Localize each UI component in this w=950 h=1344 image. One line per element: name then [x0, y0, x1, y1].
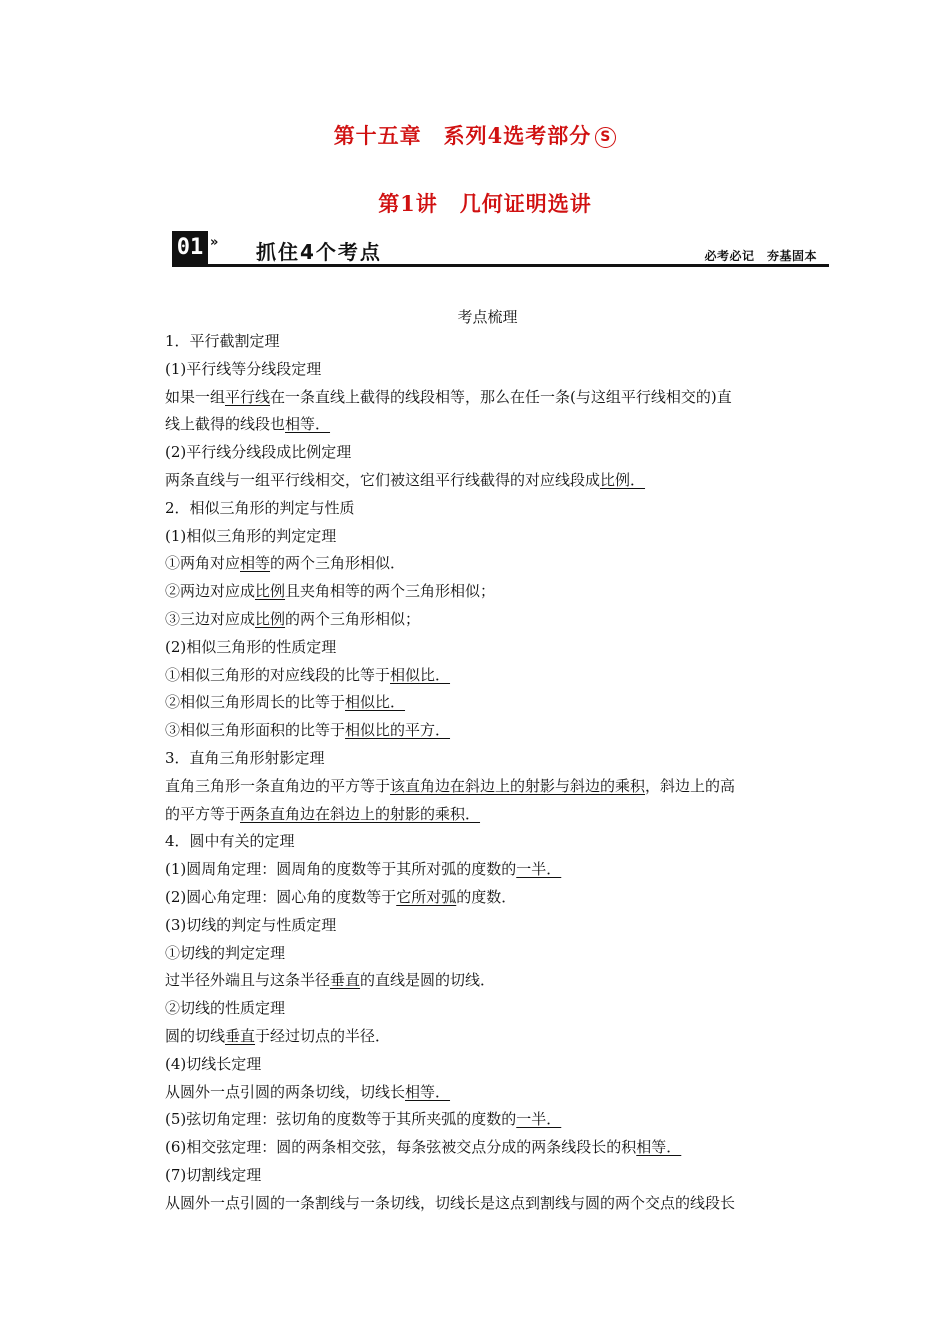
banner-rule	[172, 264, 829, 267]
text-line: 的平方等于两条直角边在斜边上的射影的乘积．	[165, 804, 481, 823]
text-line: ①相似三角形的对应线段的比等于相似比．	[165, 665, 451, 684]
text-line: (2)圆心角定理：圆心角的度数等于它所对弧的度数．	[165, 887, 517, 906]
text-line: 1．平行截割定理	[165, 332, 280, 350]
text-line: 两条直线与一组平行线相交，它们被这组平行线截得的对应线段成比例．	[165, 470, 646, 489]
answer-blank: 相等．	[405, 1082, 451, 1101]
text-line: (1)平行线等分线段定理	[165, 359, 322, 378]
text-line: ②两边对应成比例且夹角相等的两个三角形相似；	[165, 582, 496, 601]
text-line: 4．圆中有关的定理	[165, 832, 295, 851]
answer-blank: 垂直	[225, 1026, 256, 1045]
text-line: (5)弦切角定理：弦切角的度数等于其所夹弧的度数的一半．	[165, 1110, 562, 1129]
banner-heading: 抓住4个考点	[256, 240, 382, 264]
text-line: ①两角对应相等的两个三角形相似．	[165, 554, 406, 573]
section-banner	[172, 231, 829, 267]
answer-blank: 相似比的平方．	[345, 721, 451, 740]
s-circle-icon: S	[595, 127, 616, 148]
answer-blank: 比例．	[600, 470, 646, 489]
chapter-title: 第十五章 系列4选考部分 S	[0, 120, 950, 150]
text-line: 直角三角形一条直角边的平方等于该直角边在斜边上的射影与斜边的乘积，斜边上的高	[165, 776, 736, 795]
text-line: (4)切线长定理	[165, 1054, 262, 1073]
answer-blank: 一半．	[516, 860, 562, 879]
text-line: 过半径外端且与这条半径垂直的直线是圆的切线．	[165, 971, 496, 990]
content-body	[165, 328, 815, 1218]
answer-blank: 比例	[255, 609, 286, 628]
text-line: 如果一组平行线在一条直线上截得的线段相等，那么在任一条(与这组平行线相交的)直	[165, 387, 732, 406]
text-line: ②相似三角形周长的比等于相似比．	[165, 693, 406, 712]
answer-blank: 垂直	[330, 971, 361, 990]
answer-blank: 相等．	[636, 1138, 682, 1157]
text-line: (1)圆周角定理：圆周角的度数等于其所对弧的度数的一半．	[165, 860, 562, 879]
text-line: 从圆外一点引圆的一条割线与一条切线，切线长是这点到割线与圆的两个交点的线段长	[165, 1193, 736, 1212]
banner-number: 01	[172, 231, 208, 264]
answer-blank: 两条直角边在斜边上的射影的乘积．	[240, 804, 481, 823]
text-line: (1)相似三角形的判定定理	[165, 526, 337, 545]
answer-blank: 相等．	[285, 415, 331, 434]
answer-blank: 相似比．	[390, 665, 451, 684]
text-line: ③三边对应成比例的两个三角形相似；	[165, 609, 421, 628]
text-line: (2)相似三角形的性质定理	[165, 637, 337, 656]
text-line: (3)切线的判定与性质定理	[165, 915, 337, 934]
text-line: 2．相似三角形的判定与性质	[165, 498, 355, 517]
answer-blank: 它所对弧	[396, 887, 457, 906]
text-line: (2)平行线分线段成比例定理	[165, 443, 352, 462]
text-line: (6)相交弦定理：圆的两条相交弦，每条弦被交点分成的两条线段长的积相等．	[165, 1138, 682, 1157]
answer-blank: 相似比．	[345, 693, 406, 712]
double-chevron-icon: »	[210, 235, 219, 250]
text-line: ③相似三角形面积的比等于相似比的平方．	[165, 721, 451, 740]
text-line: 圆的切线垂直于经过切点的半径．	[165, 1026, 391, 1045]
section-title: 考点梳理	[457, 308, 518, 326]
answer-blank: 一半．	[516, 1110, 562, 1129]
text-line: 从圆外一点引圆的两条切线，切线长相等．	[165, 1082, 451, 1101]
text-line: 线上截得的线段也相等．	[165, 415, 331, 434]
text-line: 3．直角三角形射影定理	[165, 748, 325, 767]
text-line: ②切线的性质定理	[165, 999, 286, 1018]
answer-blank: 比例	[255, 582, 286, 601]
banner-tag: 必考必记 夯基固本	[704, 249, 817, 263]
lecture-title: 第1讲 几何证明选讲	[378, 191, 592, 216]
text-line: (7)切割线定理	[165, 1165, 262, 1184]
answer-blank: 该直角边在斜边上的射影与斜边的乘积	[390, 776, 646, 795]
answer-blank: 相等	[240, 554, 271, 573]
answer-blank: 平行线	[225, 387, 271, 406]
text-line: ①切线的判定定理	[165, 943, 286, 962]
